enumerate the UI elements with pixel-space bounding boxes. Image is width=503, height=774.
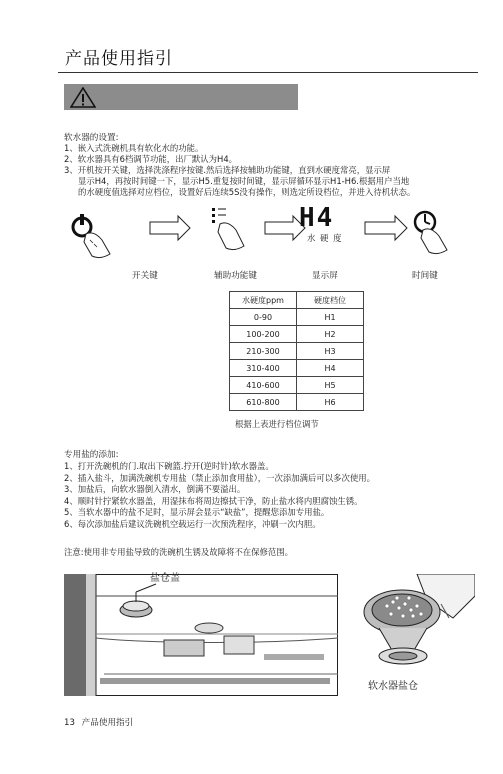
steps-illustration — [60, 200, 485, 262]
table-cell: H4 — [297, 360, 364, 377]
footer-text: 产品使用指引 — [81, 718, 134, 728]
salt-cap-label: 盐仓盖 — [150, 573, 180, 584]
table-row — [230, 360, 364, 377]
list-item: 3、开机按开关键，选择洗涤程序按键.然后选择按辅助功能键，直到水硬度常亮，显示屏 — [64, 165, 391, 175]
page-title: 产品使用指引 — [65, 49, 173, 69]
table-cell: 0-90 — [230, 309, 297, 326]
warranty-notice: 注意:使用非专用盐导致的洗碗机生锈及故障将不在保修范围。 — [64, 547, 293, 557]
table-row — [230, 377, 364, 394]
list-item: 2、软水器具有6档调节功能，出厂默认为H4。 — [64, 154, 238, 164]
auxiliary-function-icon — [212, 208, 244, 250]
list-item: 1、打开洗碗机的门.取出下碗篮.拧开(逆时针)软水器盖。 — [64, 461, 274, 471]
table-cell: 100-200 — [230, 326, 297, 343]
table-header: 硬度档位 — [297, 292, 364, 309]
softener-salt-bin-label: 软水器盐仓 — [368, 681, 418, 692]
dishwasher-interior-illustration — [64, 574, 338, 696]
list-item: 5、当软水器中的盐不足时，显示屏会显示“缺盐”，提醒您添加专用盐。 — [64, 507, 330, 518]
table-header-row — [230, 292, 364, 309]
salt-heading: 专用盐的添加: — [64, 450, 119, 460]
table-note: 根据上表进行档位调节 — [235, 419, 319, 429]
table-cell: H3 — [297, 343, 364, 360]
display-screen-caption: 水 硬 度 — [307, 233, 343, 243]
table-row — [230, 309, 364, 326]
table-cell: H1 — [297, 309, 364, 326]
warning-bar — [64, 84, 298, 110]
warning-triangle-icon — [70, 87, 96, 108]
title-divider — [58, 72, 478, 73]
list-item: 6、每次添加盐后建议洗碗机空载运行一次预洗程序，冲刷一次内胆。 — [64, 518, 321, 529]
table-row — [230, 394, 364, 411]
table-header: 水硬度ppm — [230, 292, 297, 309]
power-button-icon — [73, 214, 110, 258]
list-item: 4、顺时针拧紧软水器盖，用湿抹布将周边擦拭干净，防止盐水将内胆腐蚀生锈。 — [64, 495, 363, 506]
salt-funnel-illustration — [357, 574, 475, 674]
table-cell: H2 — [297, 326, 364, 343]
list-item: 1、嵌入式洗碗机具有软化水的功能。 — [64, 143, 204, 153]
list-item: 3、加盐后，向软水器倒入清水，倒满不要溢出。 — [64, 484, 246, 495]
table-row — [230, 343, 364, 360]
clock-icon — [415, 212, 447, 254]
table-cell: 310-400 — [230, 360, 297, 377]
salt-list — [64, 461, 375, 531]
label-time-key: 时间键 — [412, 271, 438, 281]
label-power-key: 开关键 — [132, 271, 158, 281]
hardness-table — [229, 291, 364, 411]
display-screen-readout: H4 — [299, 203, 335, 233]
list-item: 2、插入盐斗，加满洗碗机专用盐（禁止添加食用盐），一次添加满后可以多次使用。 — [64, 472, 376, 483]
table-cell: H6 — [297, 394, 364, 411]
softener-heading: 软水器的设置: — [64, 133, 119, 143]
table-row — [230, 326, 364, 343]
table-cell: 210-300 — [230, 343, 297, 360]
table-cell: 410-600 — [230, 377, 297, 394]
table-cell: 610-800 — [230, 394, 297, 411]
list-item: 的水硬度值选择对应档位，设置好后连续5S没有操作，则选定所设档位，并进入待机状态。 — [78, 187, 416, 197]
softener-list — [64, 143, 415, 198]
arrow-right-icon — [150, 216, 190, 240]
label-display: 显示屏 — [312, 271, 338, 281]
list-item: 显示H4，再按时间键一下，显示H5.重复按时间键，显示屏循环显示H1-H6.根据用户当地 — [78, 176, 410, 186]
label-auxiliary-key: 辅助功能键 — [214, 271, 257, 281]
table-cell: H5 — [297, 377, 364, 394]
arrow-right-icon — [365, 216, 407, 240]
page-footer — [64, 716, 133, 728]
page-number: 13 — [64, 718, 75, 728]
